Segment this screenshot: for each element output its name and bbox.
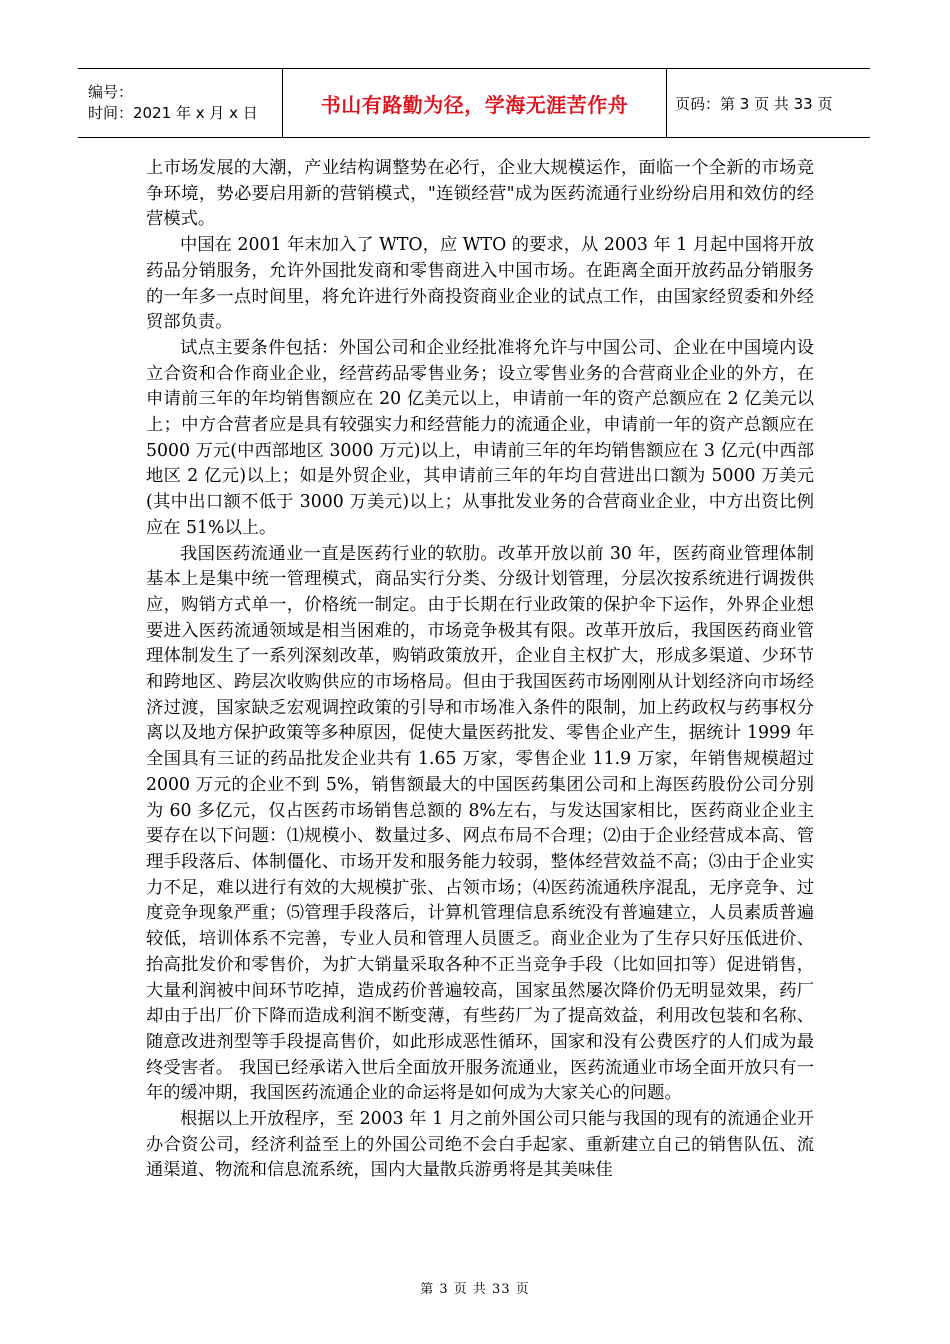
header-table: [78, 68, 870, 138]
header-motto: 书山有路勤为径，学海无涯苦作舟: [283, 69, 667, 137]
paragraph-3: 试点主要条件包括：外国公司和企业经批准将允许与中国公司、企业在中国境内设立合资和合作商业企业，经营药品零售业务；设立零售业务的合营商业企业的外方，在申请前三年的年均销售额应在 20 亿美元以上，申请前一年的资产总额应在 2 亿美元以上；中方合营者应是具有较强实力和经营能力的流通企业，申请前一年的资产总额应在 5000 万元(中西部地区 3000 万元)以上，申请前三年的年均销售额应在 3 亿元(中西部地区 2 亿元)以上；如是外贸企业，其申请前三年的年均自营进出口额为 5000 万美元(其中出口额不低于 3000 万美元)以上；从事批发业务的合营商业企业，中方出资比例应在 51%以上。: [146, 337, 814, 538]
page-footer: 第 3 页 共 33 页: [420, 1282, 530, 1297]
document-date-label: 时间：2021 年 x 月 x 日: [88, 104, 258, 122]
header-page-label: 页码：第 3 页 共 33 页: [675, 94, 833, 113]
header-meta-cell: [78, 69, 283, 137]
paragraph-2: 中国在 2001 年末加入了 WTO，应 WTO 的要求，从 2003 年 1 月起中国将开放药品分销服务，允许外国批发商和零售商进入中国市场。在距离全面开放药品分销服务的一年多一点时间里，将允许进行外商投资商业企业的试点工作，由国家经贸委和外经贸部负责。: [146, 235, 814, 333]
paragraph-4: 我国医药流通业一直是医药行业的软肋。改革开放以前 30 年，医药商业管理体制基本上是集中统一管理模式，商品实行分类、分级计划管理，分层次按系统进行调拨供应，购销方式单一，价格统一制定。由于长期在行业政策的保护伞下运作，外界企业想要进入医药流通领域是相当困难的，市场竞争极其有限。改革开放后，我国医药商业管理体制发生了一系列深刻改革，购销政策放开，企业自主权扩大，形成多渠道、少环节和跨地区、跨层次收购供应的市场格局。但由于我国医药市场刚刚从计划经济向市场经济过渡，国家缺乏宏观调控政策的引导和市场准入条件的限制，加上药政权与药事权分离以及地方保护政策等多种原因，促使大量医药批发、零售企业产生，据统计 1999 年全国具有三证的药品批发企业共有 1.65 万家，零售企业 11.9 万家，年销售规模超过 2000 万元的企业不到 5%，销售额最大的中国医药集团公司和上海医药股份公司分别为 60 多亿元，仅占医药市场销售总额的 8%左右，与发达国家相比，医药商业企业主要存在以下问题：⑴规模小、数量过多、网点布局不合理；⑵由于企业经营成本高、管理手段落后、体制僵化、市场开发和服务能力较弱，整体经营效益不高；⑶由于企业实力不足，难以进行有效的大规模扩张、占领市场；⑷医药流通秩序混乱，无序竞争、过度竞争现象严重；⑸管理手段落后，计算机管理信息系统没有普遍建立，人员素质普遍较低，培训体系不完善，专业人员和管理人员匮乏。商业企业为了生存只好压低进价、抬高批发价和零售价，为扩大销量采取各种不正当竞争手段（比如回扣等）促进销售，大量利润被中间环节吃掉，造成药价普遍较高，国家虽然屡次降价仍无明显效果，药厂却由于出厂价下降而造成利润不断变薄，有些药厂为了提高效益，利用改包装和名称、随意改进剂型等手段提高售价，如此形成恶性循环，国家和没有公费医疗的人们成为最终受害者。 我国已经承诺入世后全面放开服务流通业，医药流通业市场全面开放只有一年的缓冲期，我国医药流通企业的命运将是如何成为大家关心的问题。: [146, 543, 814, 1104]
paragraph-1: 上市场发展的大潮，产业结构调整势在必行，企业大规模运作，面临一个全新的市场竞争环境，势必要启用新的营销模式，"连锁经营"成为医药流通行业纷纷启用和效仿的经营模式。: [146, 158, 814, 230]
document-body: [146, 156, 814, 1184]
document-number-label: 编号：: [88, 83, 134, 101]
paragraph-5: 根据以上开放程序，至 2003 年 1 月之前外国公司只能与我国的现有的流通企业开办合资公司，经济利益至上的外国公司绝不会白手起家、重新建立自己的销售队伍、流通渠道、物流和信息流系统，国内大量散兵游勇将是其美味佳: [146, 1109, 814, 1181]
